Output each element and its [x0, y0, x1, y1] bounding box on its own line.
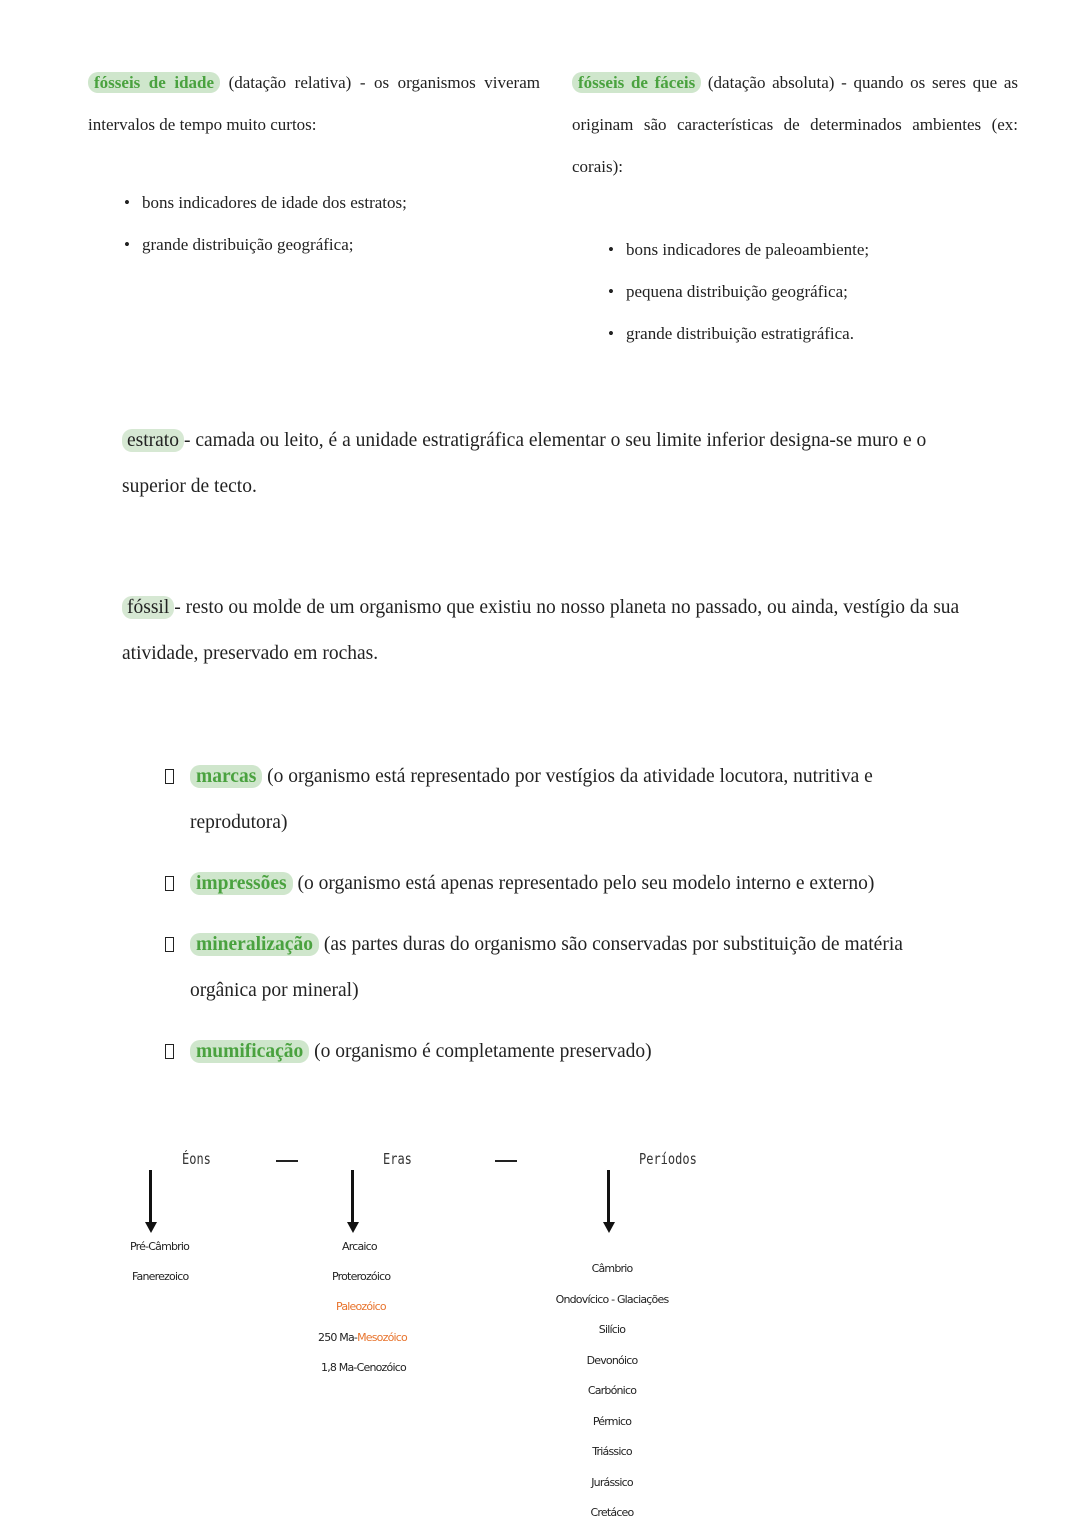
left-definition: [88, 62, 540, 146]
eon-fanerezoico: Fanerezoico: [132, 1270, 189, 1283]
arrow-head-icon: [145, 1222, 157, 1233]
left-column: [88, 62, 540, 146]
period-item: Câmbrio: [591, 1262, 633, 1275]
estrato-text: - camada ou leito, é a unidade estratigráfica elementar o seu limite inferior designa-se muro e o superior de tecto.: [122, 430, 927, 497]
impressoes-text: (o organismo está apenas representado pelo seu modelo interno e externo): [292, 873, 875, 894]
right-definition-text: (datação absoluta) - quando os seres que as originam são características de determinados ambientes (ex: corais):: [572, 73, 1018, 176]
period-item: Pérmico: [592, 1414, 632, 1428]
period-item: Silício: [598, 1323, 626, 1336]
era-arcaico: Arcaico: [342, 1240, 377, 1253]
arrow-head-icon: [603, 1222, 615, 1233]
term-fossil: fóssil: [122, 596, 174, 619]
term-impressoes: impressões: [190, 872, 293, 895]
list-item: • pequena distribuição geográfica;: [608, 271, 869, 313]
header-eras: Eras: [383, 1150, 412, 1168]
estrato-definition: [122, 418, 962, 510]
list-item-impressoes: [190, 861, 990, 907]
arrow-down-icon: [607, 1170, 610, 1224]
eon-pre-cambrio: Pré-Câmbrio: [130, 1240, 190, 1253]
mumificacao-text: (o organismo é completamente preservado): [309, 1041, 652, 1062]
period-item: Ondovícico - Glaciações: [555, 1292, 669, 1306]
dash-divider: [276, 1160, 298, 1162]
term-estrato: estrato: [122, 429, 184, 452]
right-column: [572, 62, 1018, 188]
list-item-mineralizacao: [190, 922, 950, 1014]
era-cenozoico: 1,8 Ma-Cenozóico: [321, 1361, 406, 1374]
checkbox-icon: [165, 937, 174, 952]
checkbox-icon: [165, 769, 174, 784]
right-bullets: [608, 229, 869, 355]
left-definition-text: (datação relativa) - os organismos viveram intervalos de tempo muito curtos:: [88, 73, 540, 134]
era-mesozoico: [318, 1331, 407, 1344]
list-item: • bons indicadores de idade dos estratos;: [124, 182, 407, 224]
period-item: Carbónico: [587, 1384, 637, 1397]
list-item: • grande distribuição geográfica;: [124, 224, 407, 266]
fossil-text: - resto ou molde de um organismo que existiu no nosso planeta no passado, ou ainda, vestígio da sua atividade, preservado em rochas.: [122, 597, 960, 664]
arrow-down-icon: [149, 1170, 152, 1224]
period-item: Jurássico: [591, 1475, 633, 1489]
checkbox-icon: [165, 876, 174, 891]
list-item-marcas: [190, 754, 950, 846]
list-item: • grande distribuição estratigráfica.: [608, 313, 869, 355]
term-fosseis-de-idade: fósseis de idade: [88, 72, 220, 93]
arrow-down-icon: [351, 1170, 354, 1224]
dash-divider: [495, 1160, 517, 1162]
marcas-text: (o organismo está representado por vestígios da atividade locutora, nutritiva e reprodutora): [190, 766, 873, 833]
header-eons: Éons: [182, 1150, 211, 1168]
mesozoico-label: Mesozóico: [357, 1331, 407, 1344]
list-item: • bons indicadores de paleoambiente;: [608, 229, 869, 271]
header-periods: Períodos: [639, 1150, 697, 1168]
term-mumificacao: mumificação: [190, 1040, 309, 1063]
term-marcas: marcas: [190, 765, 262, 788]
term-fosseis-de-faceis: fósseis de fáceis: [572, 72, 701, 93]
periods-list: [552, 1254, 672, 1529]
mineralizacao-text: (as partes duras do organismo são conservadas por substituição de matéria orgânica por mineral): [190, 934, 903, 1001]
right-definition: [572, 62, 1018, 188]
era-paleozoico: Paleozóico: [336, 1300, 386, 1313]
fossil-definition: [122, 585, 962, 677]
era-proterozoico: Proterozóico: [332, 1270, 391, 1283]
left-bullets: [124, 182, 407, 266]
checkbox-icon: [165, 1044, 174, 1059]
term-mineralizacao: mineralização: [190, 933, 319, 956]
period-item: Triássico: [592, 1445, 632, 1458]
mesozoico-prefix: 250 Ma-: [318, 1331, 358, 1344]
arrow-head-icon: [347, 1222, 359, 1233]
period-item: Devonóico: [586, 1353, 638, 1367]
period-item: Cretáceo: [590, 1506, 634, 1519]
list-item-mumificacao: [190, 1029, 950, 1075]
